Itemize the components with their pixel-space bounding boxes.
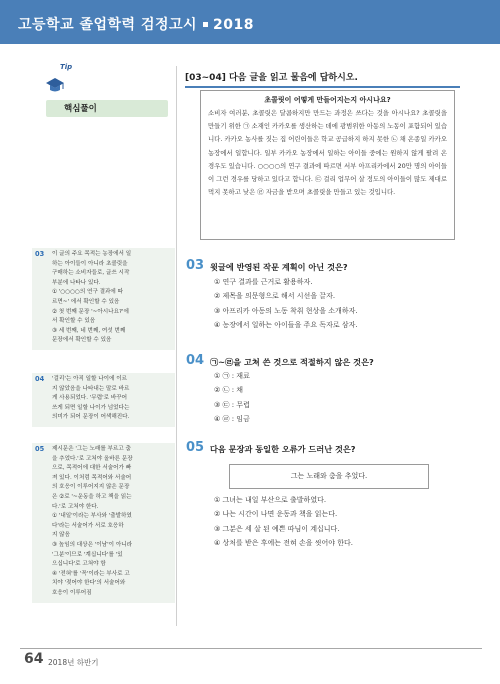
example-sentence-box: 그는 노래와 춤을 추었다. bbox=[229, 464, 429, 489]
answer-option[interactable]: ① 그녀는 내일 부산으로 출발하였다. bbox=[214, 496, 327, 504]
note-line: 이 글의 주요 목적는 농장에서 일 bbox=[52, 251, 132, 257]
note-line: 하는 아이들이 아니라 초콜릿을 bbox=[52, 260, 128, 267]
passage-box bbox=[200, 90, 455, 240]
answer-option[interactable]: ④ ㉣ : 임금 bbox=[214, 415, 250, 424]
explanation-note-05 bbox=[32, 443, 175, 603]
answer-option[interactable]: ③ 아프리카 아동의 노동 착취 현상을 소개하자. bbox=[214, 306, 358, 315]
note-number: 05 bbox=[35, 445, 45, 453]
note-body bbox=[36, 445, 171, 599]
note-line: 다.'로 고쳐야 한다. bbox=[52, 503, 99, 510]
note-line: 게 사용되었다. '무렵'로 바꾸어 bbox=[52, 395, 128, 402]
note-line: '그분'이므로 '계십니다'를 '있 bbox=[52, 551, 123, 558]
question-group-header: [03~04] 다음 글을 읽고 물음에 답하시오. bbox=[185, 73, 358, 83]
answer-option[interactable]: ② 제목을 의문형으로 해서 시선을 끌자. bbox=[214, 292, 336, 301]
answer-option[interactable]: ③ ㉢ : 무렵 bbox=[214, 400, 250, 409]
page-number: 64 bbox=[24, 651, 44, 667]
graduation-cap-icon bbox=[44, 76, 66, 98]
note-line: 의 호응이 이루어지지 않은 문장 bbox=[52, 484, 130, 491]
column-divider bbox=[176, 66, 177, 626]
note-line: 의미가 되어 문장이 어색해진다. bbox=[52, 414, 130, 421]
answer-option[interactable]: ④ 농장에서 일하는 아이들을 주요 독자로 삼자. bbox=[214, 321, 358, 330]
note-line: ③ 높임의 대상은 '이남'이 아니라 bbox=[52, 541, 133, 548]
note-line: 지 않음 bbox=[52, 532, 70, 539]
tip-title: 핵심풀이 bbox=[64, 104, 97, 114]
note-line: 제시문은 '그는 노래를 부르고 춤 bbox=[52, 446, 131, 452]
answer-option[interactable]: ② ㉡ : 채 bbox=[214, 386, 244, 395]
explanation-note-04 bbox=[32, 373, 175, 427]
question-options-05 bbox=[214, 493, 353, 551]
note-line: 지 않았음을 나타내는 말로 바르 bbox=[52, 385, 130, 392]
note-line: 으십니다'로 고쳐야 함 bbox=[52, 561, 106, 568]
note-line: ③ 세 번째, 네 번째, 여섯 번째 bbox=[52, 327, 126, 334]
note-line: 다'라는 서술어가 서로 호응하 bbox=[52, 522, 124, 529]
answer-option[interactable]: ① 연구 결과를 근거로 활용하자. bbox=[214, 278, 313, 286]
question-options-03 bbox=[214, 275, 358, 333]
note-line: 문장에서 확인할 수 있음 bbox=[52, 337, 112, 344]
note-line: 구매하는 소비자들로, 글쓰 시작 bbox=[52, 270, 130, 277]
note-body bbox=[36, 250, 171, 346]
note-line: 을 추었다.'로 고쳐야 올바른 문장 bbox=[52, 455, 133, 462]
note-line: ① '○○○○의 연구 결과에 따 bbox=[52, 289, 124, 296]
note-number: 04 bbox=[35, 375, 45, 383]
footer-divider bbox=[20, 648, 482, 649]
question-number-03: 03 bbox=[186, 258, 205, 273]
note-number: 03 bbox=[35, 250, 45, 258]
note-line: ② 첫 번째 문장 '~아시나요?'에 bbox=[52, 308, 129, 315]
note-line: 르면~' 에서 확인할 수 있음 bbox=[52, 298, 120, 305]
page-header-title bbox=[18, 14, 254, 34]
passage-title: 초콜릿이 어떻게 만들어지는지 아시나요? bbox=[264, 96, 391, 104]
header-year: 2018 bbox=[213, 17, 255, 33]
footer-label: 2018년 하반기 bbox=[48, 658, 99, 667]
explanation-note-03 bbox=[32, 248, 175, 350]
question-stem-05: 다음 문장과 동일한 오류가 드러난 것은? bbox=[210, 444, 356, 454]
note-line: ① '내일'이라는 부사와 '출발하였 bbox=[52, 513, 132, 520]
note-line: ④ '전혀'를 '꼭'이라는 부사로 고 bbox=[52, 570, 130, 577]
note-line: 치야 '젖어야 한다'의 서술어와 bbox=[52, 580, 126, 587]
note-line: 져 있다. 이처럼 목적어와 서술어 bbox=[52, 474, 132, 481]
question-number-04: 04 bbox=[186, 353, 205, 368]
header-title-text: 고등학교 졸업학력 검정고시 bbox=[18, 17, 198, 33]
header-underline bbox=[185, 86, 460, 88]
passage-text: 소비자 여러분, 초콜릿은 달콤하지만 만드는 과정은 쓰다는 것을 아시나요? 초콜릿을 만들기 위한 ㉠ 소재인 카카오를 생산하는 데에 광범위한 아동의 노동이 포함되어 있습니다. 카카오 농사를 짓는 집 어린이들은 학교 공급하지 하지 못한 ㉡ 채 온종일 카카오 농장에서 일합니다. 일부 카카오 농장에서 일하는 아이들 중에는 원하지 않게 팔려 온 경우도 있습니다. ○○○○의 연구 결과에 따르면 서부 아프리카에서 20만 명의 아이들이 그런 경우를 당하고 있다고 합니다. ㉢ 걸리 업무어 살 정도의 아이들이 많도 제대로 먹지 못하고 낮은 ㉣ 자금을 받으며 초콜릿을 만들고 있는 것입니다. bbox=[208, 109, 447, 197]
question-stem-04: ㉠~㉣을 고쳐 쓴 것으로 적절하지 않은 것은? bbox=[210, 357, 374, 367]
answer-option[interactable]: ④ 상처를 받은 후에는 전혀 손을 씻어야 한다. bbox=[214, 539, 354, 548]
answer-option[interactable]: ① ㉠ : 재료 bbox=[214, 372, 250, 380]
question-stem-03: 윗글에 반영된 작문 계획이 아닌 것은? bbox=[210, 262, 348, 272]
note-line: 부분에 나타나 있다. bbox=[52, 279, 101, 286]
tip-badge: Tip bbox=[60, 63, 73, 71]
question-number-05: 05 bbox=[186, 440, 205, 455]
bullet-square-icon bbox=[203, 22, 208, 27]
answer-option[interactable]: ③ 그분은 세 살 된 예쁜 따님이 계십니다. bbox=[214, 524, 340, 533]
note-line: 은 ②로 '~운동을 하고 책을 읽는 bbox=[52, 493, 132, 500]
note-line: '걸리'는 아직 일할 나이에 이르 bbox=[52, 376, 128, 382]
note-line: 으로, 목적어에 대한 서술어가 빠 bbox=[52, 465, 132, 472]
note-line: 호응이 이루어짐 bbox=[52, 589, 92, 596]
note-body bbox=[36, 375, 171, 423]
note-line: 쓰게 되면 일할 나이가 넘었다는 bbox=[52, 404, 130, 411]
question-options-04 bbox=[214, 369, 250, 427]
answer-option[interactable]: ② 나는 시간이 나면 운동과 책을 읽는다. bbox=[214, 510, 338, 519]
note-line: 서 확인할 수 있음 bbox=[52, 318, 96, 325]
